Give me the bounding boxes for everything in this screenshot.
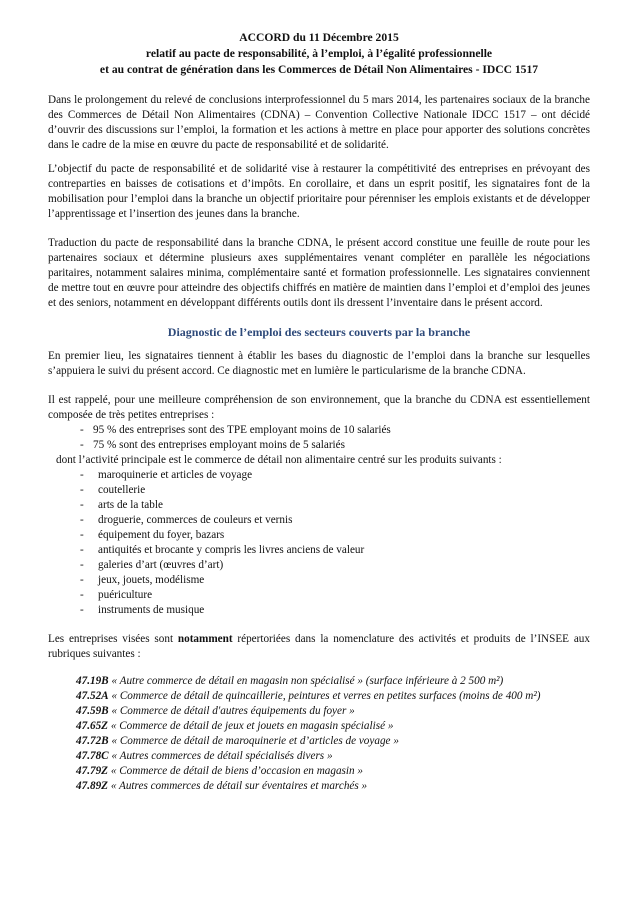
- list-item: - puériculture: [80, 589, 153, 601]
- list-item: - 95 % des entreprises sont des TPE employant moins de 10 salariés: [80, 424, 391, 436]
- list-item: - droguerie, commerces de couleurs et vernis: [80, 514, 293, 526]
- document-title: ACCORD du 11 Décembre 2015: [239, 31, 399, 44]
- dash-bullet: -: [80, 604, 84, 616]
- naf-code-row: 47.78C « Autres commerces de détail spécialisés divers »: [76, 750, 333, 762]
- intro-paragraph-3: Traduction du pacte de responsabilité dans la branche CDNA, le présent accord constitue une feuille de route pour les partenaires sociaux et détermine plusieurs axes supplémentaires venant compléter en parallèle les négociations paritaires, notamment salaires minima, complémentaire santé et formation professionnelle. Les signataires conviennent de mettre tout en œuvre pour atteindre des objectifs chiffrés en matière de maintien dans l’emploi et d’emploi des jeunes et des seniors, notamment en développant différents outils dont ils dressent l’inventaire dans le présent accord.: [48, 237, 590, 309]
- dash-bullet: -: [80, 529, 84, 541]
- document-subtitle-line-1: relatif au pacte de responsabilité, à l’emploi, à l’égalité professionnelle: [145, 47, 493, 60]
- diagnostic-paragraph-2: Il est rappelé, pour une meilleure compréhension de son environnement, que la branche du CDNA est essentiellement composée de très petites entreprises :: [48, 394, 590, 421]
- list-item: - équipement du foyer, bazars: [80, 529, 225, 541]
- dash-bullet: -: [80, 574, 84, 586]
- dash-bullet: -: [80, 514, 84, 526]
- naf-code-row: 47.72B « Commerce de détail de maroquinerie et d’articles de voyage »: [76, 735, 399, 747]
- dash-bullet: -: [80, 439, 84, 451]
- document-header: [48, 30, 590, 78]
- dash-bullet: -: [80, 424, 84, 436]
- activity-lead: dont l’activité principale est le commerce de détail non alimentaire centré sur les produits suivants :: [56, 454, 502, 466]
- list-item: - galeries d’art (œuvres d’art): [80, 559, 224, 571]
- list-item: - maroquinerie et articles de voyage: [80, 469, 253, 481]
- list-item: - instruments de musique: [80, 604, 205, 616]
- document-subtitle-line-2: et au contrat de génération dans les Commerces de Détail Non Alimentaires - IDCC 1517: [99, 63, 539, 76]
- naf-intro-paragraph: Les entreprises visées sont notamment répertoriées dans la nomenclature des activités et produits de l’INSEE aux rubriques suivantes :: [48, 633, 590, 660]
- list-item: - arts de la table: [80, 499, 163, 511]
- list-item: - 75 % sont des entreprises employant moins de 5 salariés: [80, 439, 345, 451]
- dash-bullet: -: [80, 589, 84, 601]
- diagnostic-paragraph-1: En premier lieu, les signataires tiennent à établir les bases du diagnostic de l’emploi dans la branche sur lesquelles s’appuiera le suivi du présent accord. Ce diagnostic met en lumière le particularisme de la branche CDNA.: [48, 350, 590, 377]
- section-heading: Diagnostic de l’emploi des secteurs couverts par la branche: [167, 325, 471, 339]
- naf-code-row: 47.59B « Commerce de détail d'autres équipements du foyer »: [76, 705, 355, 717]
- list-item: - coutellerie: [80, 484, 146, 496]
- naf-code-row: 47.65Z « Commerce de détail de jeux et jouets en magasin spécialisé »: [76, 720, 394, 732]
- list-item: - jeux, jouets, modélisme: [80, 574, 205, 586]
- dash-bullet: -: [80, 484, 84, 496]
- naf-code-row: 47.89Z « Autres commerces de détail sur éventaires et marchés »: [76, 780, 368, 792]
- list-item: - antiquités et brocante y compris les livres anciens de valeur: [80, 544, 365, 556]
- dash-bullet: -: [80, 469, 84, 481]
- intro-paragraph-1: Dans le prolongement du relevé de conclusions interprofessionnel du 5 mars 2014, les partenaires sociaux de la branche des Commerces de Détail Non Alimentaires (CDNA) – Convention Collective Nationale IDCC 1517 – ont décidé d’ouvrir des discussions sur l’emploi, la formation et les actions à mettre en place pour apporter des solutions concrètes dans le cadre de la mise en œuvre du pacte de responsabilité et de solidarité.: [48, 94, 590, 151]
- dash-bullet: -: [80, 544, 84, 556]
- emphasis-notamment: notamment: [177, 633, 233, 645]
- naf-code-row: 47.52A « Commerce de détail de quincaillerie, peintures et verres en petites surfaces (moins de 400 m²): [76, 690, 541, 702]
- stats-list: [48, 423, 590, 453]
- dash-bullet: -: [80, 559, 84, 571]
- dash-bullet: -: [80, 499, 84, 511]
- products-list: [48, 468, 590, 618]
- naf-code-row: 47.79Z « Commerce de détail de biens d’occasion en magasin »: [76, 765, 363, 777]
- intro-paragraph-2: L’objectif du pacte de responsabilité et de solidarité vise à restaurer la compétitivité des entreprises en prévoyant des contreparties en baisses de cotisations et d’impôts. En corollaire, et dans un esprit positif, les signataires font de la mobilisation pour l’emploi dans la branche un objectif prioritaire pour pérenniser les emplois existants et de développer l’apprentissage et l’insertion des jeunes dans la branche.: [48, 163, 590, 220]
- naf-code-row: 47.19B « Autre commerce de détail en magasin non spécialisé » (surface inférieure à 2 500 m²): [76, 675, 504, 687]
- naf-codes-list: [48, 674, 590, 794]
